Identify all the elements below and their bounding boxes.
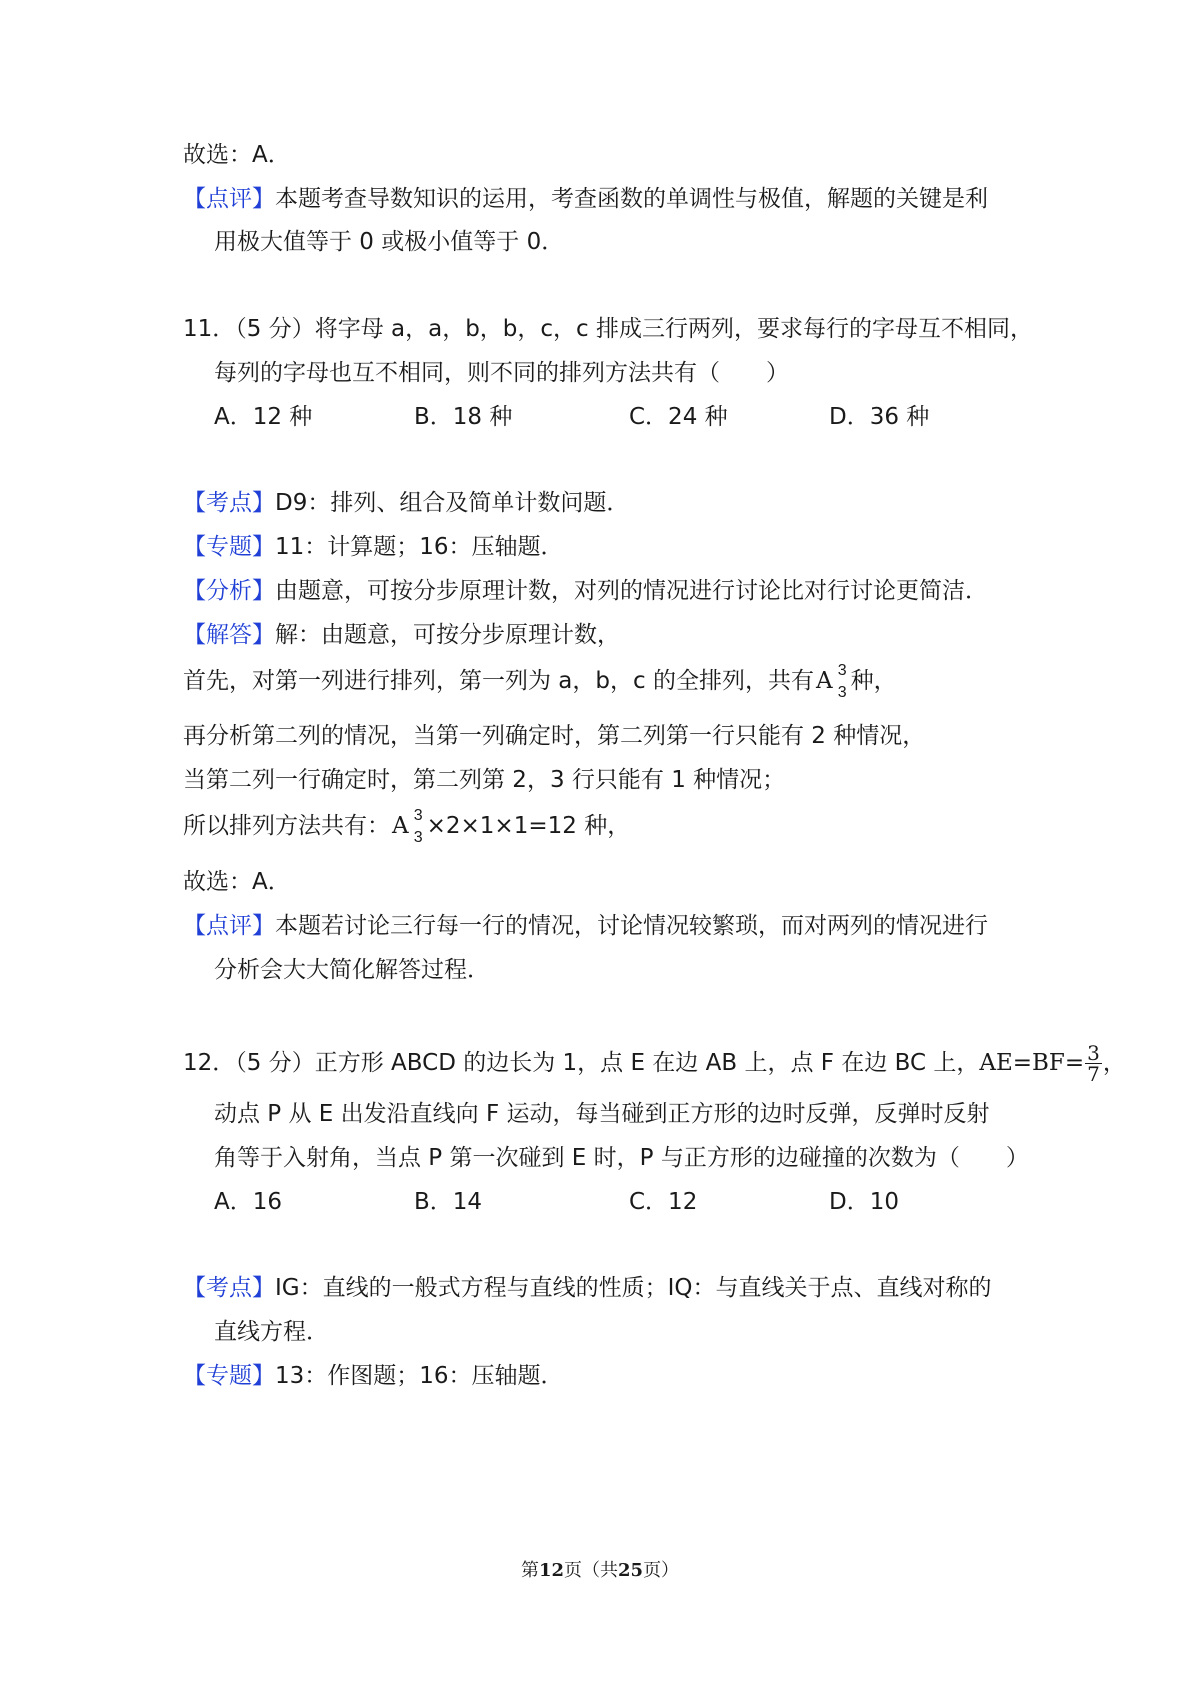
point-tag: 【考点】 (183, 490, 275, 516)
perm-sub: 3 (837, 684, 847, 701)
analysis-tag: 【分析】 (183, 578, 275, 604)
point-text: D9：排列、组合及简单计数问题． (275, 490, 630, 516)
perm-sub: 3 (413, 829, 423, 846)
perm-letter: A (815, 668, 833, 694)
footer-post: 页） (643, 1560, 680, 1581)
answer-l2-text: 首先，对第一列进行排列，第一列为 a，b，c 的全排列，共有 (183, 668, 814, 694)
q12-stem-l1 (183, 1040, 1126, 1086)
answer-l2-post: 种， (850, 668, 897, 694)
q11-answer-l4: 当第二列一行确定时，第二列第 2，3 行只能有 1 种情况； (183, 767, 786, 793)
q11-review-l2: 分析会大大简化解答过程． (214, 957, 490, 983)
q11-conclusion: 故选：A． (183, 869, 291, 895)
page-total: 25 (618, 1560, 644, 1581)
q11-option-c: C．24 种 (629, 404, 728, 430)
q12-option-d: D．10 (829, 1189, 899, 1215)
answer-l5-post: ×2×1×1=12 种， (426, 813, 631, 839)
q12-stem-post: ， (1102, 1050, 1126, 1076)
q12-point-l2: 直线方程． (214, 1319, 329, 1345)
review-text: 本题考查导数知识的运用，考查函数的单调性与极值，解题的关键是利 (275, 186, 988, 212)
q12-topic (183, 1360, 564, 1392)
perm-sup: 3 (837, 662, 847, 679)
q12-point-l1 (183, 1272, 992, 1304)
q12-option-b: B．14 (414, 1189, 483, 1215)
q11-answer-l2 (183, 662, 897, 701)
q11-option-a: A．12 种 (214, 404, 313, 430)
prev-conclusion: 故选：A． (183, 142, 291, 168)
q12-stem-text: 12．（5 分）正方形 ABCD 的边长为 1，点 E 在边 AB 上，点 F 在边 BC 上， (183, 1050, 980, 1076)
answer-tag: 【解答】 (183, 622, 275, 648)
topic-tag: 【专题】 (183, 1363, 275, 1389)
q11-option-d: D．36 种 (829, 404, 930, 430)
q11-review-l1 (183, 910, 988, 942)
review-tag: 【点评】 (183, 913, 275, 939)
footer-mid: 页（共 (564, 1560, 618, 1581)
topic-text: 13：作图题；16：压轴题． (275, 1363, 564, 1389)
q12-stem-l2: 动点 P 从 E 出发沿直线向 F 运动，每当碰到正方形的边时反弹，反弹时反射 (214, 1101, 990, 1127)
q11-analysis (183, 575, 988, 607)
page-number: 12 (538, 1560, 564, 1581)
page-footer (0, 1556, 1200, 1582)
permutation-symbol (392, 807, 425, 846)
review-text: 本题若讨论三行每一行的情况，讨论情况较繁琐，而对两列的情况进行 (275, 913, 988, 939)
q11-topic (183, 531, 564, 563)
fraction (1085, 1043, 1102, 1084)
permutation-symbol (815, 662, 849, 701)
point-text: IG：直线的一般式方程与直线的性质；IQ：与直线关于点、直线对称的 (275, 1275, 992, 1301)
review-tag: 【点评】 (183, 186, 275, 212)
q11-answer-l1 (183, 619, 620, 651)
fraction-denominator: 7 (1087, 1062, 1100, 1086)
q12-option-c: C．12 (629, 1189, 698, 1215)
answer-text: 解：由题意，可按分步原理计数， (275, 622, 620, 648)
analysis-text: 由题意，可按分步原理计数，对列的情况进行讨论比对行讨论更简洁． (275, 578, 988, 604)
prev-review-l1 (183, 183, 988, 215)
topic-tag: 【专题】 (183, 534, 275, 560)
q12-equation: AE=BF= (979, 1050, 1085, 1076)
q11-stem-l1: 11．（5 分）将字母 a，a，b，b，c，c 排成三行两列，要求每行的字母互不相同， (183, 316, 1034, 342)
prev-review-l2: 用极大值等于 0 或极小值等于 0． (214, 229, 565, 255)
answer-l5-text: 所以排列方法共有： (183, 813, 390, 839)
q11-option-b: B．18 种 (414, 404, 513, 430)
q12-stem-l3: 角等于入射角，当点 P 第一次碰到 E 时，P 与正方形的边碰撞的次数为（ ） (214, 1145, 1029, 1171)
point-tag: 【考点】 (183, 1275, 275, 1301)
q11-point (183, 487, 629, 519)
q11-answer-l3: 再分析第二列的情况，当第一列确定时，第二列第一行只能有 2 种情况， (183, 723, 926, 749)
perm-sup: 3 (413, 807, 423, 824)
q12-option-a: A．16 (214, 1189, 283, 1215)
footer-pre: 第 (520, 1560, 539, 1581)
q11-answer-l5 (183, 807, 631, 846)
topic-text: 11：计算题；16：压轴题． (275, 534, 564, 560)
perm-letter: A (392, 813, 409, 839)
fraction-numerator: 3 (1087, 1041, 1100, 1065)
q11-stem-l2: 每列的字母也互不相同，则不同的排列方法共有（ ） (214, 360, 789, 386)
